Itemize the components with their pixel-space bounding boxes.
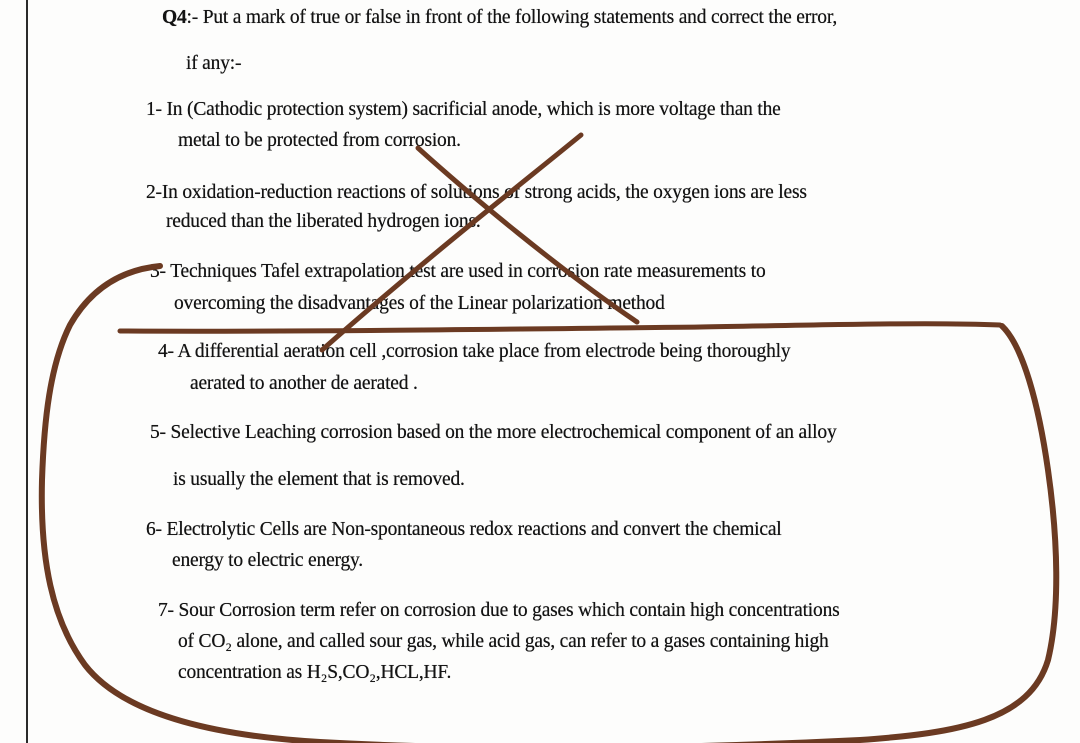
question-prompt-continued: if any:-: [186, 53, 242, 74]
statement-7-line-1: 7- Sour Corrosion term refer on corrosion due to gases which contain high concentrations: [158, 600, 840, 621]
statement-2-line-1: 2-In oxidation-reduction reactions of solutions of strong acids, the oxygen ions are less: [146, 182, 807, 203]
question-heading: [162, 6, 837, 30]
question-number: Q4: [162, 7, 187, 28]
statement-1-line-1: 1- In (Cathodic protection system) sacrificial anode, which is more voltage than the: [146, 99, 781, 120]
underline-stroke: [120, 324, 1000, 331]
statement-6-line-2: energy to electric energy.: [172, 550, 363, 571]
statement-7-line-3: concentration as H₂S,CO₂,HCL,HF.: [178, 662, 452, 683]
statement-5-line-1: 5- Selective Leaching corrosion based on the more electrochemical component of an alloy: [150, 422, 837, 443]
statement-4-line-1: 4- A differential aeration cell ,corrosion take place from electrode being thoroughly: [158, 341, 791, 362]
question-prompt: :- Put a mark of true or false in front of the following statements and correct the error,: [186, 7, 838, 28]
statement-6-line-1: 6- Electrolytic Cells are Non-spontaneous redox reactions and convert the chemical: [146, 519, 782, 540]
statement-4-line-2: aerated to another de aerated .: [190, 373, 418, 394]
statement-2-line-2: reduced than the liberated hydrogen ions.: [166, 211, 481, 232]
statement-3-line-1: 3- Techniques Tafel extrapolation test are used in corrosion rate measurements to: [150, 261, 766, 282]
cross-mark: [322, 135, 637, 350]
page-left-border: [26, 0, 28, 743]
statement-1-line-2: metal to be protected from corrosion.: [178, 130, 461, 151]
statement-5-line-2: is usually the element that is removed.: [173, 469, 465, 490]
statement-7-line-2: of CO₂ alone, and called sour gas, while acid gas, can refer to a gases containing high: [178, 631, 829, 652]
cross-stroke-up: [322, 135, 581, 350]
statement-3-line-2: overcoming the disadvantages of the Linear polarization method: [174, 293, 665, 314]
